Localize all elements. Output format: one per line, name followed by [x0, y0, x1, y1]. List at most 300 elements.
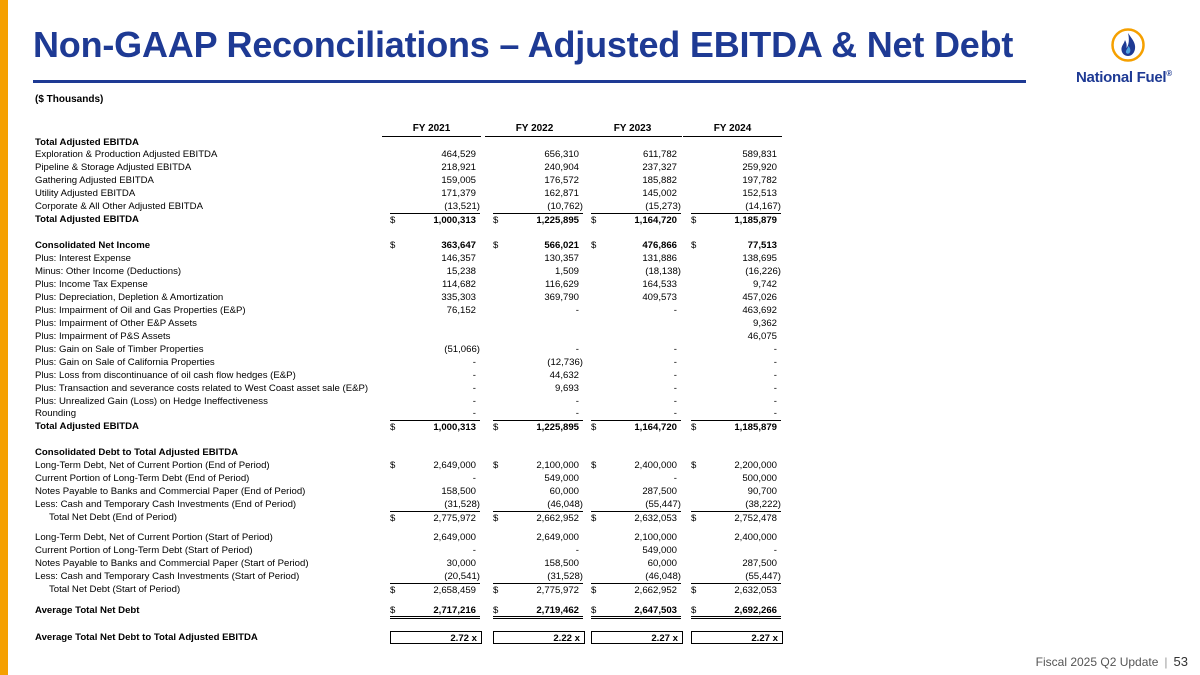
cell-value: 259,920 [742, 162, 777, 174]
value-cell [691, 395, 781, 408]
cell-value: - [575, 395, 579, 407]
page-title: Non-GAAP Reconciliations – Adjusted EBITDA & Net Debt [33, 24, 1014, 65]
value-cell [591, 472, 681, 485]
row-label: Plus: Transaction and severance costs related to West Coast asset sale (E&P) [35, 382, 369, 394]
cell-value: 2,775,972 [536, 585, 579, 597]
cell-value: 1,185,879 [734, 422, 777, 434]
value-cell [591, 252, 681, 265]
table-row [35, 498, 785, 511]
value-cell [691, 239, 781, 252]
value-cell [691, 369, 781, 382]
row-label: Corporate & All Other Adjusted EBITDA [35, 201, 203, 213]
dollar-sign: $ [691, 240, 697, 252]
cell-value: (55,447) [645, 499, 681, 511]
cell-value: 2,100,000 [634, 532, 677, 544]
value-cell [591, 265, 681, 278]
row-label: Exploration & Production Adjusted EBITDA [35, 149, 218, 161]
cell-value: - [673, 369, 677, 381]
table-row [35, 252, 785, 265]
value-cell [390, 498, 480, 511]
value-cell [390, 395, 480, 408]
value-cell [591, 200, 681, 213]
table-row [35, 511, 785, 524]
value-cell [390, 161, 480, 174]
brand-logo [1074, 28, 1190, 88]
dollar-sign: $ [591, 215, 597, 227]
value-cell [493, 583, 583, 597]
value-cell [493, 531, 583, 544]
value-cell [390, 511, 480, 525]
value-cell [493, 420, 583, 434]
table-row [35, 485, 785, 498]
flame-logo-icon [1111, 28, 1145, 62]
dollar-sign: $ [493, 513, 499, 525]
value-cell [591, 604, 681, 619]
row-label: Less: Cash and Temporary Cash Investments (End of Period) [35, 499, 297, 511]
cell-value: 1,000,313 [433, 422, 476, 434]
table-row [35, 459, 785, 472]
table-row [35, 356, 785, 369]
row-label: Plus: Impairment of Other E&P Assets [35, 317, 197, 329]
value-cell [591, 239, 681, 252]
cell-value: 9,362 [752, 317, 777, 329]
cell-value: 335,303 [441, 291, 476, 303]
value-cell [390, 252, 480, 265]
dollar-sign: $ [691, 422, 697, 434]
row-label: Total Net Debt (End of Period) [49, 512, 177, 524]
row-label: Total Adjusted EBITDA [35, 421, 139, 433]
column-header: FY 2023 [583, 123, 682, 137]
value-cell [493, 631, 585, 644]
value-cell [691, 472, 781, 485]
row-label: Long-Term Debt, Net of Current Portion (End of Period) [35, 460, 270, 472]
cell-value: 1,164,720 [634, 422, 677, 434]
table-row [35, 330, 785, 343]
table-row [35, 278, 785, 291]
value-cell [493, 330, 583, 343]
row-label: Plus: Gain on Sale of California Properties [35, 356, 215, 368]
dollar-sign: $ [691, 513, 697, 525]
units-label: ($ Thousands) [35, 94, 104, 105]
cell-value: 159,005 [441, 175, 476, 187]
cell-value: 158,500 [544, 558, 579, 570]
value-cell [691, 304, 781, 317]
dollar-sign: $ [591, 422, 597, 434]
cell-value: (51,066) [444, 343, 480, 355]
table-row [35, 583, 785, 596]
cell-value: (12,736) [547, 356, 583, 368]
value-cell [691, 200, 781, 213]
value-cell [591, 330, 681, 343]
dollar-sign: $ [390, 604, 396, 616]
value-cell [691, 174, 781, 187]
cell-value: - [673, 356, 677, 368]
cell-value: 2,649,000 [433, 532, 476, 544]
cell-value: 30,000 [446, 558, 476, 570]
value-cell [493, 265, 583, 278]
cell-value: - [472, 395, 476, 407]
cell-value: 2.22 x [553, 633, 580, 645]
cell-value: (46,048) [645, 571, 681, 583]
value-cell [493, 343, 583, 356]
value-cell [591, 278, 681, 291]
dollar-sign: $ [493, 460, 499, 472]
value-cell [591, 187, 681, 200]
brand-name [1076, 69, 1172, 86]
value-cell [390, 265, 480, 278]
cell-value: 152,513 [742, 188, 777, 200]
value-cell [591, 382, 681, 395]
cell-value: 566,021 [544, 240, 579, 252]
value-cell [390, 544, 480, 557]
value-cell [390, 382, 480, 395]
value-cell [390, 304, 480, 317]
dollar-sign: $ [390, 585, 396, 597]
value-cell [493, 291, 583, 304]
dollar-sign: $ [493, 240, 499, 252]
value-cell [390, 278, 480, 291]
cell-value: 185,882 [642, 175, 677, 187]
row-label: Plus: Impairment of Oil and Gas Properties (E&P) [35, 304, 246, 316]
value-cell [591, 369, 681, 382]
column-header: FY 2021 [382, 123, 481, 137]
value-cell [390, 239, 480, 252]
dollar-sign: $ [493, 604, 499, 616]
value-cell [591, 544, 681, 557]
cell-value: 549,000 [642, 545, 677, 557]
cell-value: 1,164,720 [634, 215, 677, 227]
cell-value: - [472, 408, 476, 420]
dollar-sign: $ [493, 215, 499, 227]
row-label: Average Total Net Debt [35, 604, 140, 616]
cell-value: - [673, 304, 677, 316]
cell-value: - [773, 369, 777, 381]
value-cell [691, 161, 781, 174]
cell-value: 146,357 [441, 253, 476, 265]
dollar-sign: $ [493, 585, 499, 597]
value-cell [390, 330, 480, 343]
cell-value: (31,528) [444, 499, 480, 511]
value-cell [691, 330, 781, 343]
dollar-sign: $ [591, 585, 597, 597]
cell-value: 46,075 [747, 330, 777, 342]
row-label: Notes Payable to Banks and Commercial Paper (End of Period) [35, 486, 306, 498]
row-label: Plus: Impairment of P&S Assets [35, 330, 171, 342]
cell-value: - [472, 356, 476, 368]
value-cell [493, 317, 583, 330]
table-row [35, 544, 785, 557]
row-label: Total Adjusted EBITDA [35, 136, 139, 148]
table-row [35, 382, 785, 395]
cell-value: 1,000,313 [433, 215, 476, 227]
cell-value: (16,226) [745, 266, 781, 277]
dollar-sign: $ [591, 240, 597, 252]
cell-value: 76,152 [446, 304, 476, 316]
value-cell [691, 604, 781, 619]
cell-value: (18,138) [645, 266, 681, 277]
table-row [35, 395, 785, 408]
dollar-sign: $ [390, 215, 396, 227]
value-cell [493, 472, 583, 485]
cell-value: 145,002 [642, 188, 677, 200]
cell-value: 131,886 [642, 253, 677, 265]
value-cell [493, 544, 583, 557]
value-cell [493, 161, 583, 174]
value-cell [390, 459, 480, 472]
cell-value: 77,513 [747, 240, 777, 252]
value-cell [691, 544, 781, 557]
cell-value: (14,167) [745, 201, 781, 213]
row-label: Consolidated Debt to Total Adjusted EBITDA [35, 447, 239, 459]
value-cell [591, 498, 681, 511]
value-cell [691, 252, 781, 265]
value-cell [493, 485, 583, 498]
value-cell [390, 187, 480, 200]
value-cell [591, 407, 681, 420]
cell-value: 60,000 [647, 558, 677, 570]
value-cell [691, 343, 781, 356]
cell-value: 2,658,459 [433, 585, 476, 597]
cell-value: 162,871 [544, 188, 579, 200]
cell-value: 2,400,000 [734, 532, 777, 544]
value-cell [390, 631, 482, 644]
value-cell [591, 213, 681, 227]
value-cell [390, 213, 480, 227]
table-row [35, 304, 785, 317]
cell-value: 287,500 [642, 486, 677, 498]
value-cell [691, 265, 781, 278]
title-rule [33, 80, 1026, 83]
cell-value: 409,573 [642, 291, 677, 303]
row-label: Consolidated Net Income [35, 240, 151, 252]
value-cell [390, 531, 480, 544]
value-cell [493, 356, 583, 369]
registered-mark: ® [1166, 69, 1172, 78]
value-cell [691, 459, 781, 472]
cell-value: 1,185,879 [734, 215, 777, 227]
row-label: Less: Cash and Temporary Cash Investments (Start of Period) [35, 571, 300, 583]
cell-value: 369,790 [544, 291, 579, 303]
value-cell [493, 174, 583, 187]
cell-value: 464,529 [441, 149, 476, 161]
cell-value: 2,717,216 [433, 604, 476, 616]
row-label: Total Net Debt (Start of Period) [49, 584, 181, 596]
cell-value: - [773, 408, 777, 420]
table-row [35, 200, 785, 213]
table-row [35, 174, 785, 187]
value-cell [691, 498, 781, 511]
cell-value: (20,541) [444, 571, 480, 583]
dollar-sign: $ [591, 604, 597, 616]
value-cell [691, 583, 781, 597]
value-cell [691, 420, 781, 434]
table-row [35, 446, 785, 459]
cell-value: 287,500 [742, 558, 777, 570]
row-label: Notes Payable to Banks and Commercial Paper (Start of Period) [35, 558, 309, 570]
spacer-row [35, 226, 785, 239]
value-cell [493, 407, 583, 420]
cell-value: 176,572 [544, 175, 579, 187]
value-cell [591, 317, 681, 330]
value-cell [493, 382, 583, 395]
table-row [35, 136, 785, 149]
value-cell [591, 583, 681, 597]
cell-value: (46,048) [547, 499, 583, 511]
cell-value: 2,632,053 [634, 513, 677, 525]
row-label: Plus: Interest Expense [35, 253, 131, 265]
value-cell [493, 304, 583, 317]
accent-bar [0, 0, 8, 675]
cell-value: (31,528) [547, 571, 583, 583]
cell-value: - [773, 545, 777, 557]
row-label: Plus: Unrealized Gain (Loss) on Hedge Ineffectiveness [35, 395, 268, 407]
table-row [35, 213, 785, 226]
dollar-sign: $ [493, 422, 499, 434]
value-cell [691, 631, 783, 644]
row-label: Plus: Income Tax Expense [35, 278, 148, 290]
dollar-sign: $ [390, 240, 396, 252]
cell-value: - [575, 408, 579, 420]
table-row [35, 148, 785, 161]
cell-value: - [673, 382, 677, 394]
cell-value: 1,509 [554, 266, 579, 277]
row-label: Plus: Loss from discontinuance of oil cash flow hedges (E&P) [35, 369, 296, 381]
cell-value: 218,921 [441, 162, 476, 174]
footer [1036, 654, 1188, 669]
cell-value: 2,662,952 [634, 585, 677, 597]
dollar-sign: $ [691, 460, 697, 472]
value-cell [591, 631, 683, 644]
value-cell [493, 213, 583, 227]
value-cell [691, 356, 781, 369]
brand-name-text: National Fuel [1076, 69, 1167, 86]
value-cell [591, 459, 681, 472]
cell-value: - [472, 473, 476, 485]
cell-value: - [773, 395, 777, 407]
value-cell [591, 148, 681, 161]
cell-value: 2,647,503 [634, 604, 677, 616]
value-cell [591, 356, 681, 369]
value-cell [591, 570, 681, 583]
value-cell [390, 369, 480, 382]
row-label: Rounding [35, 408, 77, 420]
value-cell [691, 485, 781, 498]
cell-value: - [575, 343, 579, 355]
dollar-sign: $ [390, 513, 396, 525]
row-label: Gathering Adjusted EBITDA [35, 175, 154, 187]
page-number: 53 [1173, 654, 1188, 669]
table-row [35, 604, 785, 617]
table-row [35, 317, 785, 330]
value-cell [390, 485, 480, 498]
value-cell [390, 420, 480, 434]
spacer-row [35, 433, 785, 446]
cell-value: 171,379 [441, 188, 476, 200]
cell-value: 2,662,952 [536, 513, 579, 525]
value-cell [691, 278, 781, 291]
row-label: Plus: Depreciation, Depletion & Amortization [35, 291, 224, 303]
cell-value: 2,649,000 [536, 532, 579, 544]
value-cell [493, 459, 583, 472]
cell-value: 1,225,895 [536, 215, 579, 227]
value-cell [493, 604, 583, 619]
table-row [35, 369, 785, 382]
cell-value: 130,357 [544, 253, 579, 265]
value-cell [591, 485, 681, 498]
table-row [35, 265, 785, 278]
cell-value: 44,632 [549, 369, 579, 381]
cell-value: 197,782 [742, 175, 777, 187]
value-cell [691, 148, 781, 161]
cell-value: 2,692,266 [734, 604, 777, 616]
value-cell [390, 557, 480, 570]
cell-value: 114,682 [442, 278, 476, 290]
value-cell [390, 317, 480, 330]
cell-value: 164,533 [642, 278, 677, 290]
value-cell [691, 407, 781, 420]
value-cell [691, 317, 781, 330]
dollar-sign: $ [390, 460, 396, 472]
value-cell [691, 557, 781, 570]
cell-value: (55,447) [745, 571, 781, 583]
value-cell [493, 278, 583, 291]
cell-value: 2,719,462 [536, 604, 579, 616]
value-cell [691, 570, 781, 583]
cell-value: - [673, 343, 677, 355]
dollar-sign: $ [591, 513, 597, 525]
row-label: Total Adjusted EBITDA [35, 214, 139, 226]
cell-value: 363,647 [441, 240, 476, 252]
value-cell [493, 187, 583, 200]
value-cell [591, 557, 681, 570]
cell-value: - [472, 369, 476, 381]
value-cell [390, 570, 480, 583]
value-cell [591, 161, 681, 174]
table-row [35, 557, 785, 570]
value-cell [691, 531, 781, 544]
column-header: FY 2022 [485, 123, 584, 137]
value-cell [493, 252, 583, 265]
cell-value: - [773, 382, 777, 394]
cell-value: 2,200,000 [734, 460, 777, 472]
row-label: Utility Adjusted EBITDA [35, 188, 136, 200]
value-cell [493, 369, 583, 382]
cell-value: 457,026 [742, 291, 777, 303]
cell-value: 476,866 [642, 240, 677, 252]
cell-value: (13,521) [444, 201, 480, 213]
cell-value: - [472, 545, 476, 557]
value-cell [390, 407, 480, 420]
value-cell [493, 570, 583, 583]
cell-value: - [575, 304, 579, 316]
value-cell [591, 395, 681, 408]
footer-text: Fiscal 2025 Q2 Update [1035, 655, 1159, 669]
value-cell [493, 239, 583, 252]
cell-value: 656,310 [544, 149, 579, 161]
value-cell [591, 291, 681, 304]
value-cell [493, 498, 583, 511]
value-cell [493, 557, 583, 570]
column-header: FY 2024 [683, 123, 782, 137]
cell-value: 2.27 x [751, 633, 778, 645]
dollar-sign: $ [591, 460, 597, 472]
value-cell [390, 148, 480, 161]
table-row [35, 291, 785, 304]
cell-value: - [773, 343, 777, 355]
row-label: Pipeline & Storage Adjusted EBITDA [35, 162, 192, 174]
value-cell [390, 200, 480, 213]
value-cell [493, 511, 583, 525]
